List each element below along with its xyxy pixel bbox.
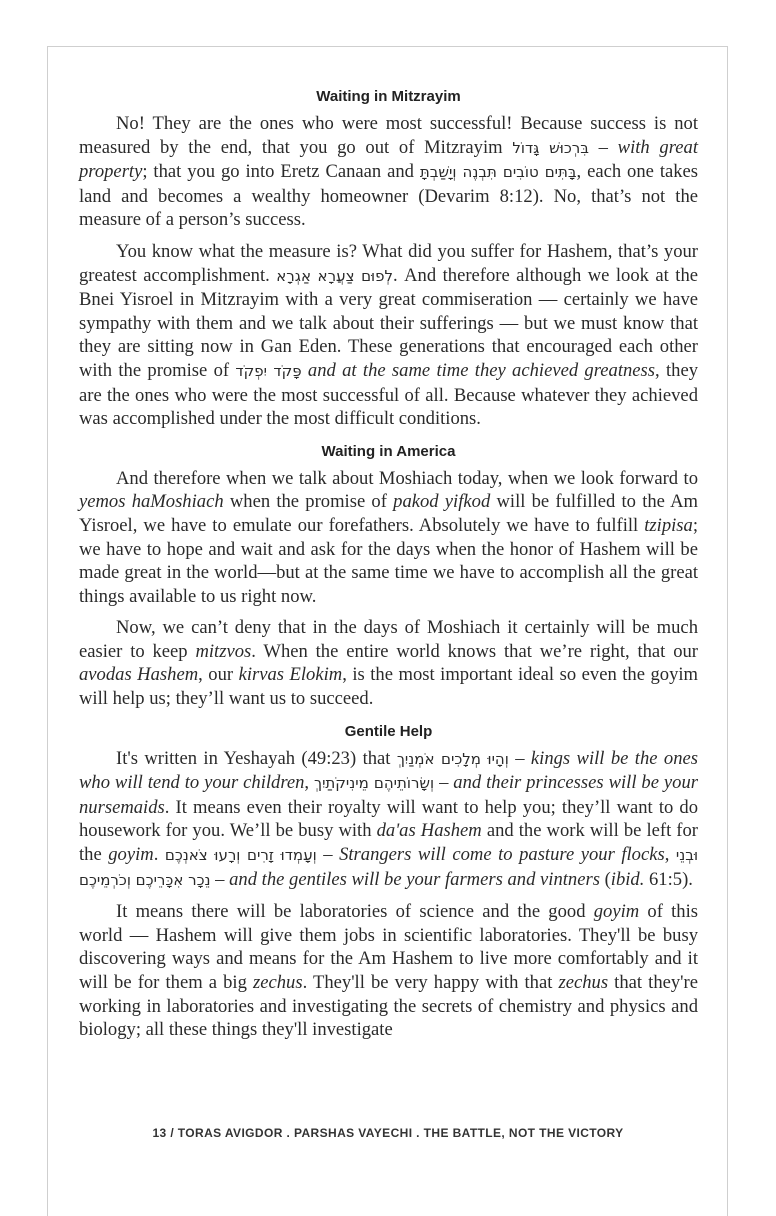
text-run: It's written in Yeshayah (49:23) that bbox=[116, 747, 397, 769]
text-run: . They'll be very happy with that bbox=[302, 972, 559, 993]
text-run: . When the entire world knows that we’re right, that our bbox=[251, 640, 698, 662]
hebrew-quote: בִּרְכוּשׁ גָּדוֹל bbox=[512, 138, 589, 157]
text-run: , each one takes land and becomes a wealthy homeowner (Devarim 8:12). No, that’s not the measure of a person’s success. bbox=[79, 161, 699, 231]
section bbox=[79, 441, 698, 711]
paragraph bbox=[79, 616, 698, 710]
text-run: of this world — Hashem will give them jobs in scientific laboratories. They'll be busy discovering ways and means for the Am Hashem to live more comfortably and it will be for them a big bbox=[79, 901, 698, 993]
hebrew-quote: וְשָׂרוֹתֵיהֶם מֵינִיקֹתַיִךְ bbox=[314, 774, 435, 793]
text-run: when the promise of bbox=[223, 491, 394, 513]
paragraph bbox=[79, 467, 698, 609]
text-run: ; we have to hope and wait and ask for the days when the honor of Hashem will be made great in the world—but at the same time we have to accomplish all the great things available to us right now. bbox=[79, 514, 698, 607]
italic-text: and their princesses will be your nursemaids bbox=[79, 772, 698, 818]
page-footer: 13 / TORAS AVIGDOR . PARSHAS VAYECHI . THE BATTLE, NOT THE VICTORY bbox=[152, 1126, 624, 1140]
text-run: – bbox=[210, 868, 230, 890]
italic-text: ibid. bbox=[610, 868, 645, 890]
hebrew-quote: וְעָמְדוּ זָרִים וְרָעוּ צֹאנְכֶם bbox=[164, 846, 317, 865]
italic-text: da'as Hashem bbox=[376, 820, 482, 842]
page-body bbox=[79, 86, 698, 1050]
text-run: – bbox=[588, 136, 618, 158]
section-heading: Gentile Help bbox=[344, 722, 433, 740]
hebrew-quote: בָּתִּים טוֹבִים תִּבְנֶה וְיָשַׁבְתָּ bbox=[419, 163, 577, 182]
hebrew-quote: וְהָיוּ מְלָכִים אֹמְנַיִךְ bbox=[396, 749, 509, 768]
text-run: will be fulfilled to the Am Yisroel, we have to emulate our forefathers. Absolutely we have to fulfill bbox=[79, 491, 699, 536]
italic-text: mitzvos bbox=[195, 640, 252, 662]
text-run: , is the most important ideal so even the goyim will help us; they’ll want us to succeed. bbox=[79, 664, 698, 710]
text-run: , bbox=[304, 772, 315, 794]
italic-text: goyim bbox=[108, 844, 154, 866]
text-run: – bbox=[508, 747, 531, 769]
text-run: , bbox=[664, 844, 676, 866]
italic-text: pakod yifkod bbox=[393, 491, 491, 513]
hebrew-quote: לְפוּם צַעֲרָא אַגְרָא bbox=[276, 266, 394, 285]
text-run: No! They are the ones who were most successful! Because success is not measured by the end, that you go out of Mitzrayim bbox=[79, 113, 698, 158]
text-run: – bbox=[316, 844, 340, 866]
section bbox=[79, 86, 698, 431]
italic-text: goyim bbox=[593, 901, 640, 923]
text-run: 61:5). bbox=[644, 868, 693, 890]
text-run: , our bbox=[198, 664, 239, 686]
paragraph bbox=[79, 900, 698, 1042]
italic-text: kirvas Elokim bbox=[238, 664, 343, 686]
italic-text: zechus bbox=[558, 972, 609, 993]
italic-text: with great property bbox=[79, 136, 698, 183]
hebrew-quote: פָּקֹד יִפְקֹד bbox=[235, 361, 302, 380]
text-run: It means there will be laboratories of science and the good bbox=[116, 901, 594, 923]
paragraph bbox=[79, 240, 698, 431]
text-run: and the work will be left for the bbox=[79, 820, 698, 866]
text-run: ; that you go into Eretz Canaan and bbox=[142, 161, 420, 183]
italic-text: and the gentiles will be your farmers and vintners bbox=[229, 868, 600, 890]
hebrew-quote: וּבְנֵי נֵכָר אִכָּרֵיכֶם וְכֹרְמֵיכֶם bbox=[79, 846, 699, 889]
section-heading: Waiting in America bbox=[321, 442, 456, 460]
paragraph bbox=[79, 112, 698, 232]
text-run: Now, we can’t deny that in the days of Moshiach it certainly will be much easier to keep bbox=[79, 617, 698, 662]
italic-text: avodas Hashem bbox=[79, 664, 199, 686]
paragraph bbox=[79, 747, 698, 893]
italic-text: zechus bbox=[253, 972, 303, 993]
italic-text: tzipisa bbox=[644, 514, 693, 536]
text-run: , they are the ones who were the most successful of all. Because whatever they achieved was accomplished under the most difficult conditions. bbox=[79, 359, 698, 430]
text-run: . It means even their royalty will want to help you; they’ll want to do housework for you. We’ll be busy with bbox=[79, 796, 698, 842]
text-run: . bbox=[153, 844, 165, 866]
text-run: . And therefore although we look at the Bnei Yisroel in Mitzrayim with a very great commiseration — certainly we have sympathy with them and we talk about their sufferings — but we must know that they are sitting now in Gan Eden. These generations that encouraged each other with the promise of bbox=[79, 264, 698, 381]
text-run: that they're working in laboratories and investigating the secrets of chemistry and physics and biology; all these things they'll investigate bbox=[79, 972, 698, 1041]
italic-text: kings will be the ones who will tend to your children bbox=[79, 747, 698, 794]
text-run: And therefore when we talk about Moshiach today, when we look forward to bbox=[116, 467, 698, 489]
italic-text: yemos haMoshiach bbox=[79, 491, 224, 513]
section bbox=[79, 721, 698, 1042]
italic-text: and at the same time they achieved greatness bbox=[307, 359, 656, 381]
text-run: – bbox=[434, 772, 454, 794]
section-heading: Waiting in Mitzrayim bbox=[316, 88, 461, 105]
text-run: You know what the measure is? What did you suffer for Hashem, that’s your greatest accomplishment. bbox=[79, 240, 698, 286]
text-run: ( bbox=[599, 868, 611, 890]
italic-text: Strangers will come to pasture your flocks bbox=[339, 844, 665, 866]
